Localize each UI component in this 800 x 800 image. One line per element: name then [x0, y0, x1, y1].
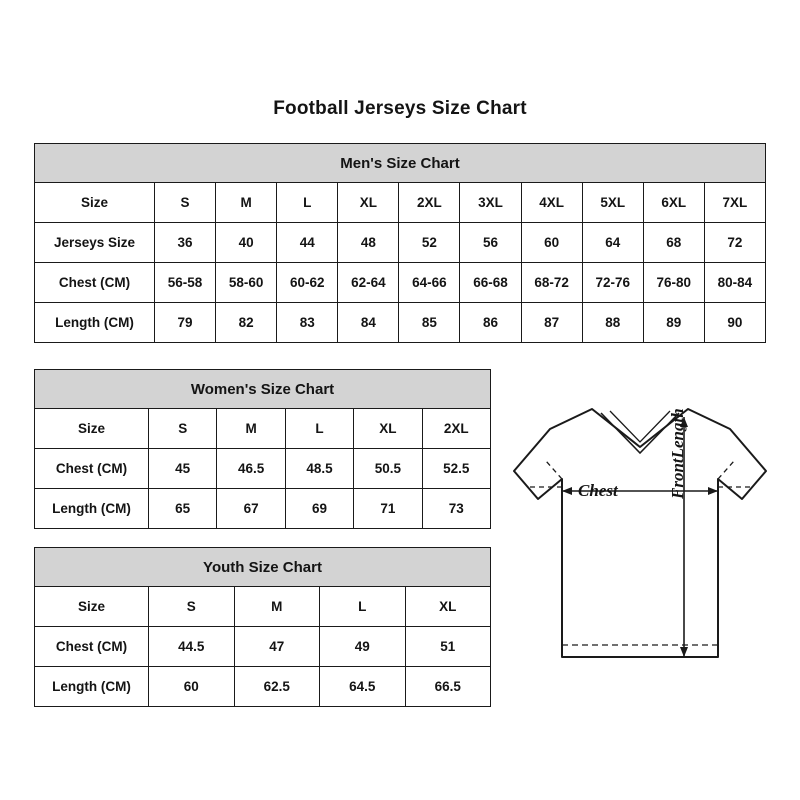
table-row [35, 627, 491, 667]
table-caption-row [35, 144, 766, 183]
table-caption-row [35, 370, 491, 409]
jersey-measurement-diagram [500, 395, 780, 695]
cell: 62.5 [234, 667, 320, 707]
cell: 36 [155, 223, 216, 263]
table-row [35, 449, 491, 489]
cell: L [320, 587, 406, 627]
cell: 72-76 [582, 263, 643, 303]
row-label: Length (CM) [35, 667, 149, 707]
cell: 50.5 [354, 449, 422, 489]
cell: S [155, 183, 216, 223]
cell: 62-64 [338, 263, 399, 303]
table-row [35, 409, 491, 449]
cell: 47 [234, 627, 320, 667]
cell: 6XL [643, 183, 704, 223]
cell: 80-84 [704, 263, 765, 303]
cell: 3XL [460, 183, 521, 223]
cell: S [149, 587, 235, 627]
cell: 72 [704, 223, 765, 263]
cell: 56 [460, 223, 521, 263]
cell: L [285, 409, 353, 449]
table-row [35, 263, 766, 303]
cell: 2XL [422, 409, 490, 449]
cell: 46.5 [217, 449, 285, 489]
cell: 58-60 [216, 263, 277, 303]
table-row [35, 223, 766, 263]
row-label: Size [35, 183, 155, 223]
cell: 66-68 [460, 263, 521, 303]
cell: 84 [338, 303, 399, 343]
cell: 60 [149, 667, 235, 707]
table-row [35, 183, 766, 223]
cell: M [217, 409, 285, 449]
cell: 7XL [704, 183, 765, 223]
row-label: Chest (CM) [35, 627, 149, 667]
cell: M [234, 587, 320, 627]
row-label: Length (CM) [35, 489, 149, 529]
row-label: Length (CM) [35, 303, 155, 343]
cell: 40 [216, 223, 277, 263]
cell: 51 [405, 627, 491, 667]
row-label: Chest (CM) [35, 263, 155, 303]
mens-size-chart [34, 143, 766, 343]
cell: 49 [320, 627, 406, 667]
cell: 67 [217, 489, 285, 529]
cell: 88 [582, 303, 643, 343]
cell: 66.5 [405, 667, 491, 707]
table-row [35, 303, 766, 343]
youth-caption: Youth Size Chart [35, 548, 491, 587]
cell: 2XL [399, 183, 460, 223]
table-row [35, 587, 491, 627]
row-label: Size [35, 587, 149, 627]
youth-size-chart [34, 547, 491, 707]
mens-caption: Men's Size Chart [35, 144, 766, 183]
row-label: Size [35, 409, 149, 449]
jersey-outline-icon [500, 395, 780, 695]
cell: 90 [704, 303, 765, 343]
cell: S [149, 409, 217, 449]
cell: 64.5 [320, 667, 406, 707]
cell: L [277, 183, 338, 223]
cell: 65 [149, 489, 217, 529]
cell: 85 [399, 303, 460, 343]
cell: 86 [460, 303, 521, 343]
cell: 64 [582, 223, 643, 263]
cell: 48 [338, 223, 399, 263]
cell: XL [405, 587, 491, 627]
table-caption-row [35, 548, 491, 587]
cell: 69 [285, 489, 353, 529]
cell: 45 [149, 449, 217, 489]
cell: 83 [277, 303, 338, 343]
cell: 56-58 [155, 263, 216, 303]
cell: 68-72 [521, 263, 582, 303]
cell: 68 [643, 223, 704, 263]
womens-size-chart [34, 369, 491, 529]
cell: 44.5 [149, 627, 235, 667]
cell: 48.5 [285, 449, 353, 489]
row-label: Jerseys Size [35, 223, 155, 263]
cell: 82 [216, 303, 277, 343]
table-row [35, 489, 491, 529]
page-title: Football Jerseys Size Chart [273, 98, 527, 119]
cell: 60-62 [277, 263, 338, 303]
cell: 52 [399, 223, 460, 263]
chest-measure-label: Chest [578, 481, 618, 500]
cell: 4XL [521, 183, 582, 223]
womens-caption: Women's Size Chart [35, 370, 491, 409]
cell: XL [354, 409, 422, 449]
cell: 5XL [582, 183, 643, 223]
cell: 87 [521, 303, 582, 343]
front-length-measure-label: FrontLength [668, 408, 687, 499]
cell: 76-80 [643, 263, 704, 303]
cell: 60 [521, 223, 582, 263]
cell: 64-66 [399, 263, 460, 303]
cell: XL [338, 183, 399, 223]
row-label: Chest (CM) [35, 449, 149, 489]
cell: 79 [155, 303, 216, 343]
cell: 73 [422, 489, 490, 529]
cell: M [216, 183, 277, 223]
cell: 89 [643, 303, 704, 343]
table-row [35, 667, 491, 707]
cell: 44 [277, 223, 338, 263]
cell: 52.5 [422, 449, 490, 489]
cell: 71 [354, 489, 422, 529]
